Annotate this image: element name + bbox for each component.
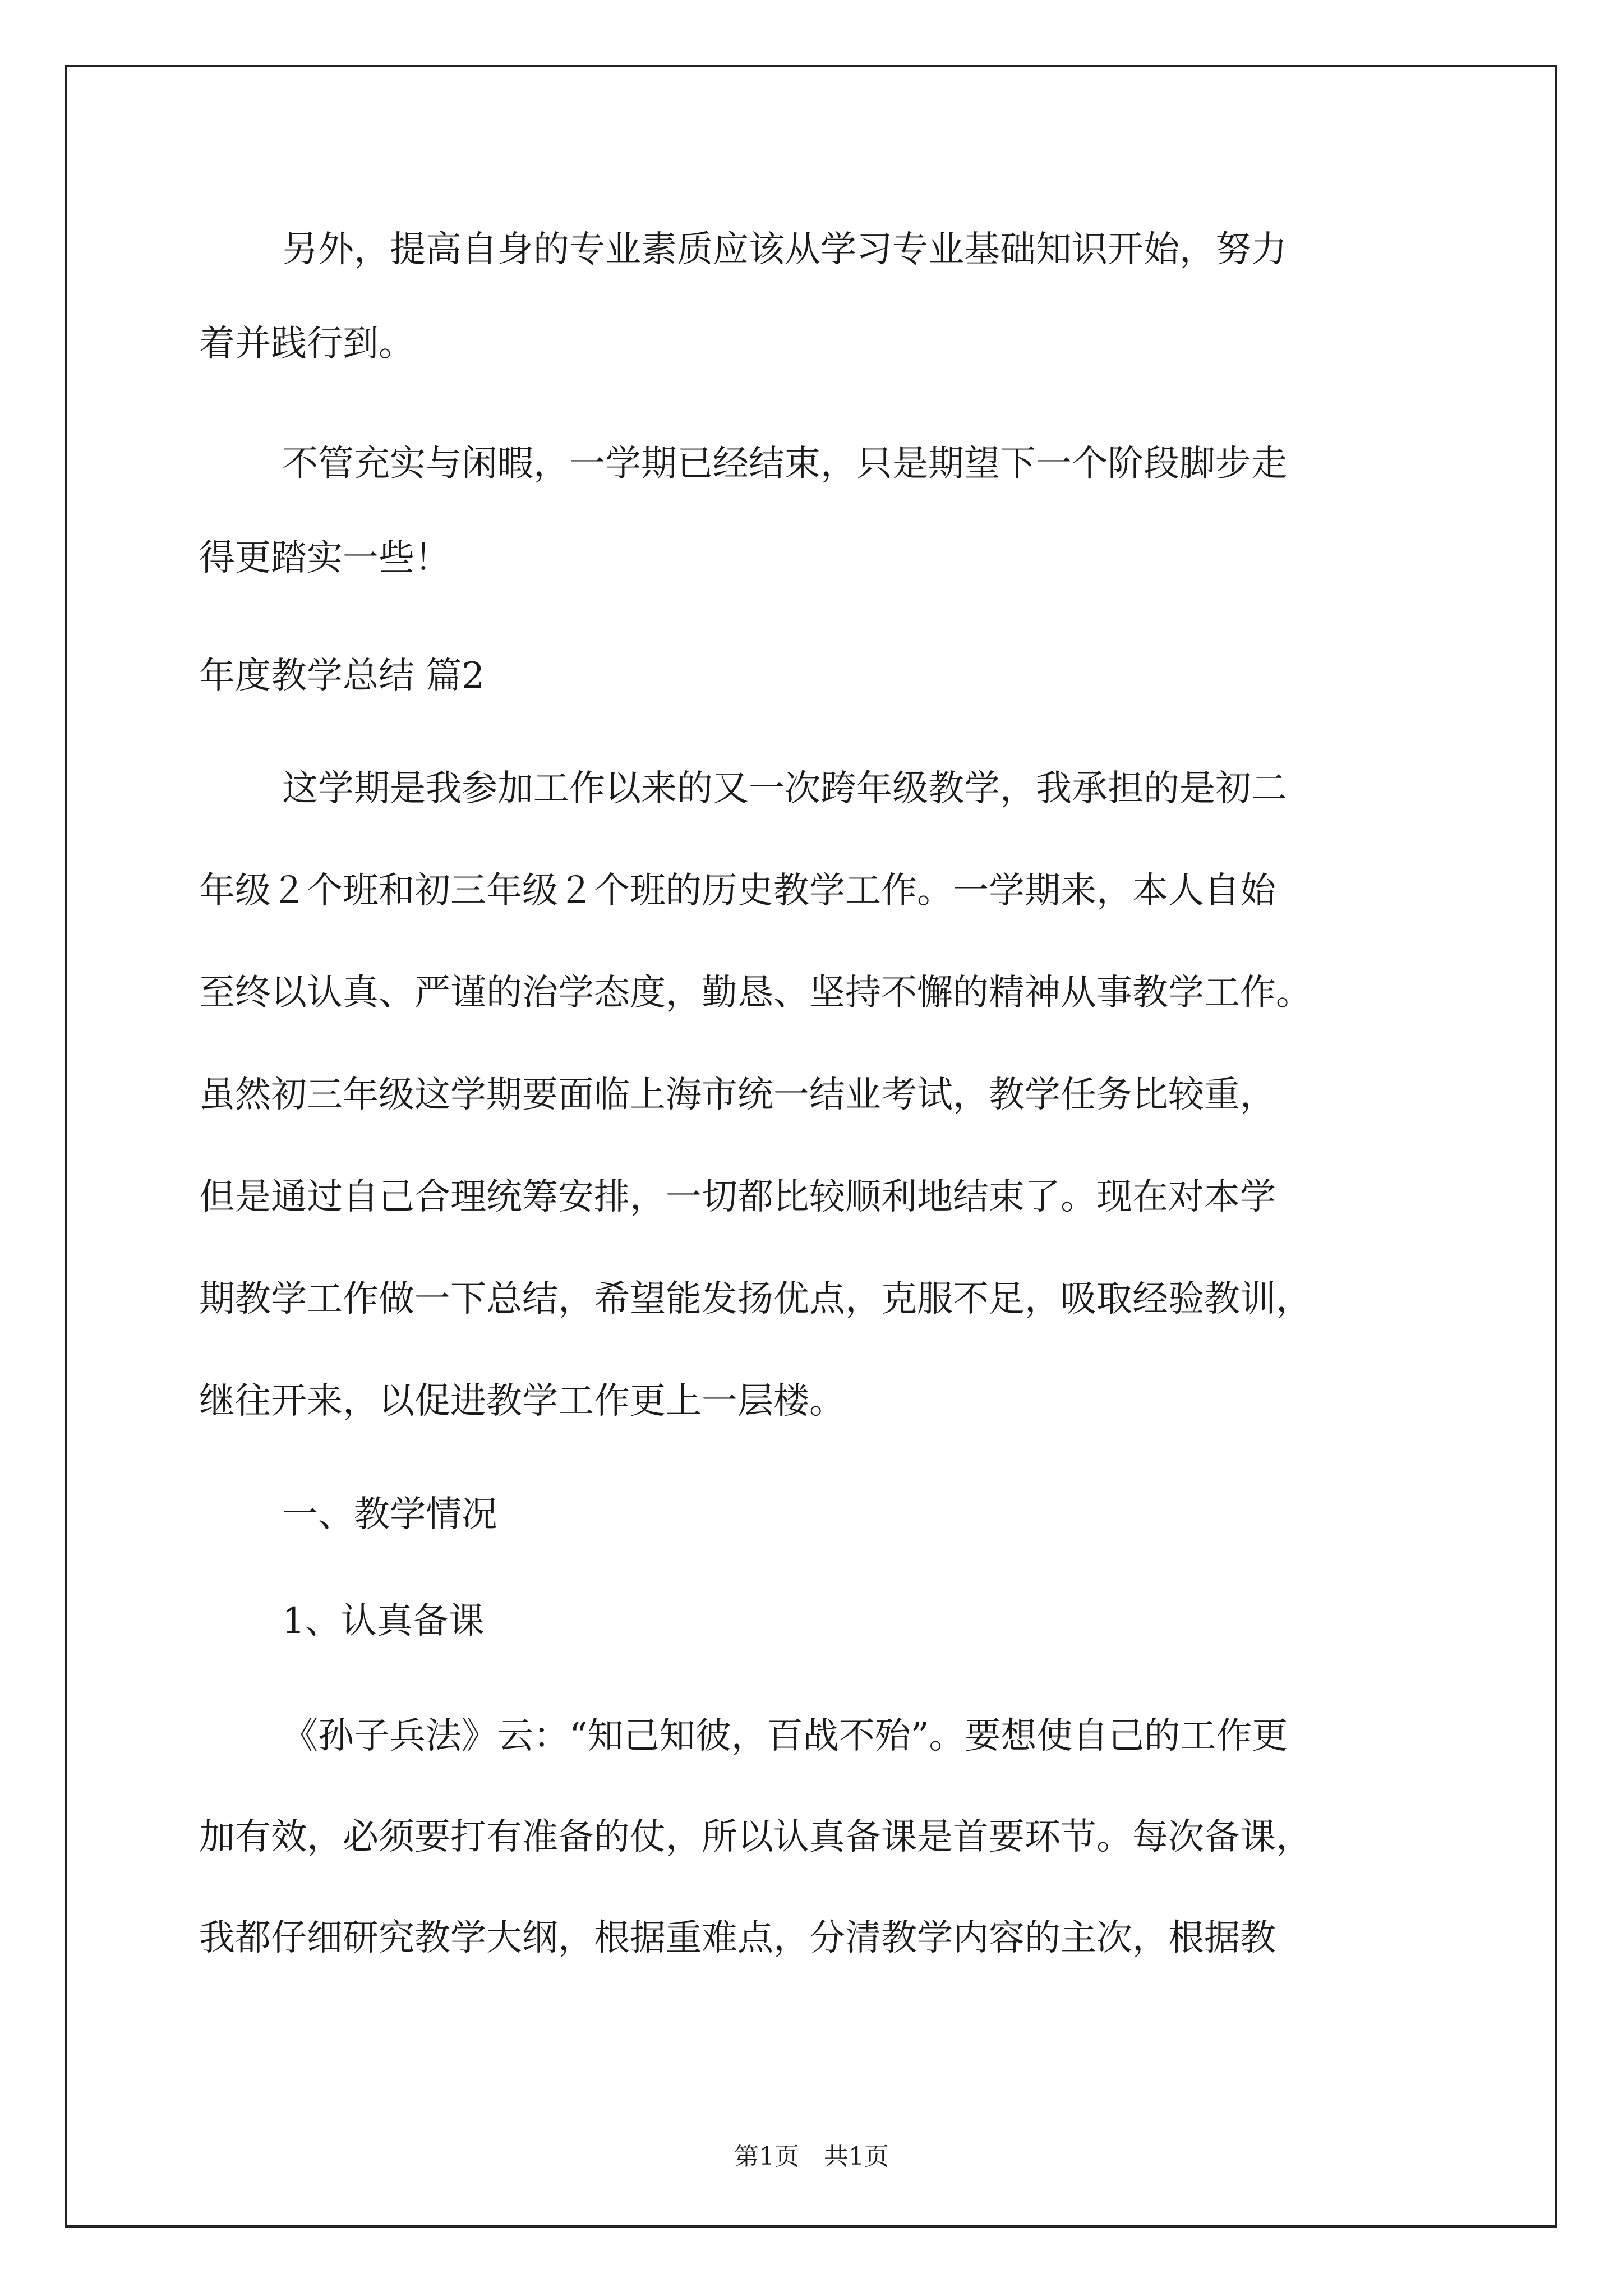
- paragraph-3-line-5: 但是通过自己合理统筹安排，一切都比较顺利地结束了。现在对本学: [199, 1176, 1276, 1218]
- paragraph-1-line-2: 着并践行到。: [199, 323, 414, 365]
- paragraph-3-line-7: 继往开来，以促进教学工作更上一层楼。: [199, 1381, 845, 1422]
- subheading-prep: 1、认真备课: [282, 1600, 485, 1642]
- paragraph-3-line-1: 这学期是我参加工作以来的又一次跨年级教学，我承担的是初二: [282, 768, 1287, 809]
- paragraph-4-line-3: 我都仔细研究教学大纲，根据重难点，分清教学内容的主次，根据教: [199, 1917, 1276, 1959]
- paragraph-3-line-2: 年级２个班和初三年级２个班的历史教学工作。一学期来，本人自始: [199, 870, 1276, 912]
- page-footer: 第1页 共1页: [734, 2142, 889, 2171]
- paragraph-4-line-1: 《孙子兵法》云：“知己知彼，百战不殆”。要想使自己的工作更: [282, 1715, 1288, 1757]
- paragraph-3-line-6: 期教学工作做一下总结，希望能发扬优点，克服不足，吸取经验教训，: [199, 1278, 1312, 1320]
- page-border: [65, 65, 1557, 2228]
- paragraph-2-line-2: 得更踏实一些！: [199, 537, 450, 579]
- paragraph-3-line-4: 虽然初三年级这学期要面临上海市统一结业考试，教学任务比较重，: [199, 1074, 1276, 1116]
- paragraph-1-line-1: 另外，提高自身的专业素质应该从学习专业基础知识开始，努力: [282, 229, 1287, 270]
- subheading-teaching: 一、教学情况: [282, 1494, 497, 1535]
- paragraph-4-line-2: 加有效，必须要打有准备的仗，所以认真备课是首要环节。每次备课，: [199, 1816, 1312, 1858]
- paragraph-2-line-1: 不管充实与闲暇，一学期已经结束，只是期望下一个阶段脚步走: [282, 443, 1287, 485]
- section-heading: 年度教学总结 篇2: [199, 655, 485, 697]
- paragraph-3-line-3: 至终以认真、严谨的治学态度，勤恳、坚持不懈的精神从事教学工作。: [199, 972, 1312, 1014]
